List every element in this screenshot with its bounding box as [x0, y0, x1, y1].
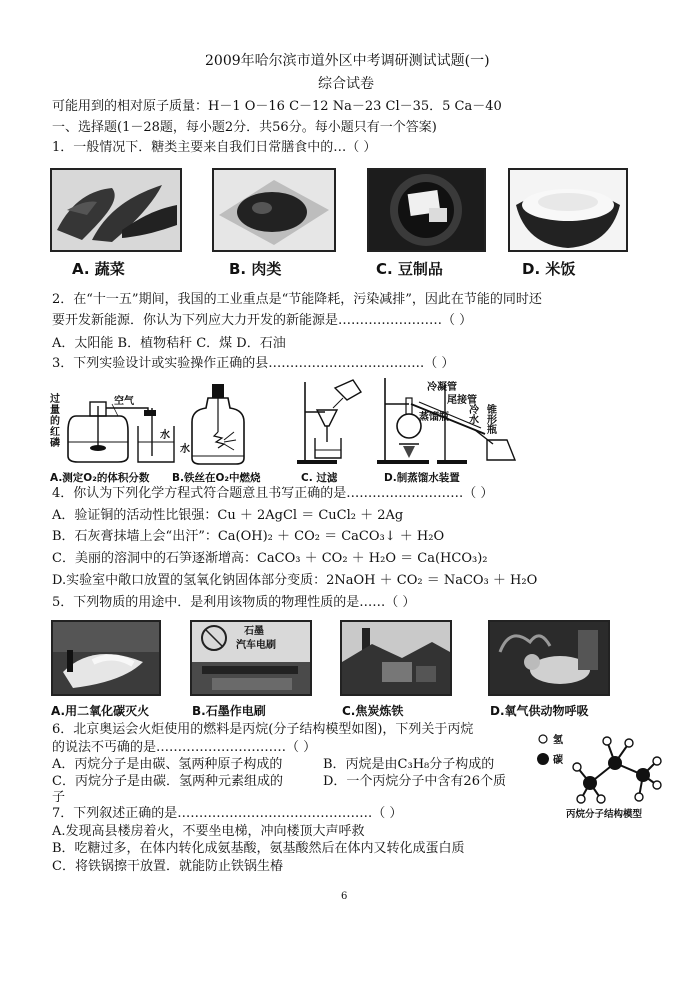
q6-line2: 的说法不丐确的是…………………………（ ） [52, 740, 317, 755]
apparatus-a-diagram [48, 376, 178, 466]
apparatus-c-diagram [295, 376, 375, 466]
q4-option-c: C．美丽的溶洞中的石笋逐渐增高：CaCO₃ ＋ CO₂ ＋ H₂O ＝ Ca(HCO₃)₂ [52, 551, 488, 566]
coke-ironmaking-photo [340, 620, 452, 696]
page-number: 6 [341, 891, 348, 902]
tofu-photo [367, 168, 486, 252]
apparatus-d-label-cold-water: 冷水 [469, 405, 479, 426]
q6-line1: 6．北京奥运会火炬使用的燃料是丙烷(分子结构模型如图)，下列关于丙烷 [52, 722, 474, 737]
q4-option-b: B．石灰膏抹墙上会“出汗”：Ca(OH)₂ ＋ CO₂ ＝ CaCO₃↓ ＋ H₂O [52, 529, 445, 544]
legend-carbon: 碳 [553, 755, 563, 766]
oxygen-breathing-photo [488, 620, 610, 696]
q6-option-a: A．丙烷分子是由碳、氢两种原子构成的 [52, 757, 283, 772]
apparatus-d-label-adapter: 尾接管 [447, 395, 477, 406]
graphite-brush-photo [190, 620, 312, 696]
q1-option-b: B. 肉类 [229, 260, 282, 278]
q4-stem: 4．你认为下列化学方程式符合题意且书写正确的是………………………（ ） [52, 486, 494, 501]
q7-option-b: B．吃糖过多，在体内转化成氨基酸，氨基酸然后在体内又转化成蛋白质 [52, 841, 465, 856]
q1-option-a: A. 蔬菜 [72, 260, 125, 278]
q6-option-c: C．丙烷分子是由碳．氢两种元素组成的 [52, 774, 283, 789]
q6-option-d: D．一个丙烷分子中含有26个质 [323, 774, 506, 789]
apparatus-d-label-condenser: 冷凝管 [427, 382, 457, 393]
rice-photo [508, 168, 628, 252]
legend-hydrogen: 氢 [553, 735, 563, 746]
q1-option-d: D. 米饭 [522, 260, 576, 278]
q7-stem: 7．下列叙述正确的是………………………………………（ ） [52, 806, 403, 821]
q2-line2: 要开发新能源．你认为下列应大力开发的新能源是……………………（ ） [52, 313, 473, 328]
vegetables-photo [50, 168, 182, 252]
q7-option-a: A.发现高县楼房着火，不要坐电梯，冲向楼顶大声呼救 [52, 824, 365, 839]
apparatus-b-diagram [180, 380, 260, 466]
fire-extinguishing-photo [51, 620, 161, 696]
apparatus-d-label-conical-flask: 锥形瓶 [487, 405, 497, 436]
q3-option-b: B.铁丝在O₂中燃烧 [172, 472, 261, 484]
q4-option-a: A．验证铜的活动性比银强：Cu ＋ 2AgCl ＝ CuCl₂ ＋ 2Ag [52, 508, 404, 523]
car-brush-label: 汽车电刷 [236, 640, 276, 651]
graphite-label: 石墨 [244, 626, 264, 637]
apparatus-b-label-water: 水 [180, 444, 190, 455]
q5-stem: 5．下列物质的用途中．是利用该物质的物理性质的是……（ ） [52, 595, 416, 610]
q2-options: A．太阳能 B．植物秸秆 C．煤 D．石油 [52, 336, 286, 351]
apparatus-d-diagram [375, 374, 525, 466]
q1-stem: 1．一般情况下．糖类主要来自我们日常膳食中的…（ ） [52, 140, 377, 155]
q5-option-b: B.石墨作电刷 [192, 704, 266, 718]
q6-option-b: B．丙烷是由C₃H₈分子构成的 [323, 757, 495, 772]
apparatus-a-label-phosphorus: 过量的红磷 [50, 394, 60, 449]
q3-option-a: A.测定O₂的体积分数 [50, 472, 150, 484]
propane-model-caption: 丙烷分子结构模型 [566, 809, 643, 820]
atomic-mass-line: 可能用到的相对原子质量：H－1 O－16 C－12 Na－23 Cl－35．5 Ca－40 [52, 99, 502, 114]
q2-line1: 2．在“十一五”期间，我国的工业重点是“节能降耗，污染减排”，因此在节能的同时还 [52, 292, 542, 307]
apparatus-d-label-flask: 蒸馏瓶 [419, 412, 449, 423]
section-heading: 一、选择题(1－28题，每小题2分．共56分。每小题只有一个答案) [52, 120, 437, 135]
exam-subtitle: 综合试卷 [318, 76, 374, 92]
q5-option-d: D.氧气供动物呼吸 [490, 704, 589, 718]
q5-option-a: A.用二氧化碳灭火 [51, 704, 150, 718]
q3-stem: 3．下列实验设计或实验操作正确的县………………………………（ ） [52, 356, 455, 371]
q3-option-c: C. 过滤 [301, 472, 338, 484]
apparatus-a-label-water: 水 [160, 430, 170, 441]
q7-option-c: C．将铁锅擦干放置．就能防止铁锅生椿 [52, 859, 283, 874]
q3-option-d: D.制蒸馏水装置 [384, 472, 460, 484]
q5-option-c: C.焦炭炼铁 [342, 704, 404, 718]
q6-option-d-cont: 子 [52, 790, 66, 805]
exam-title: 2009年哈尔滨市道外区中考调研测试试题(一) [205, 53, 490, 69]
q1-option-c: C. 豆制品 [376, 260, 443, 278]
meat-photo [212, 168, 336, 252]
q4-option-d: D.实验室中敞口放置的氢氧化钠固体部分变质：2NaOH ＋ CO₂ ＝ NaCO₃ ＋ H₂O [52, 573, 538, 588]
apparatus-a-label-air: 空气 [114, 396, 134, 407]
